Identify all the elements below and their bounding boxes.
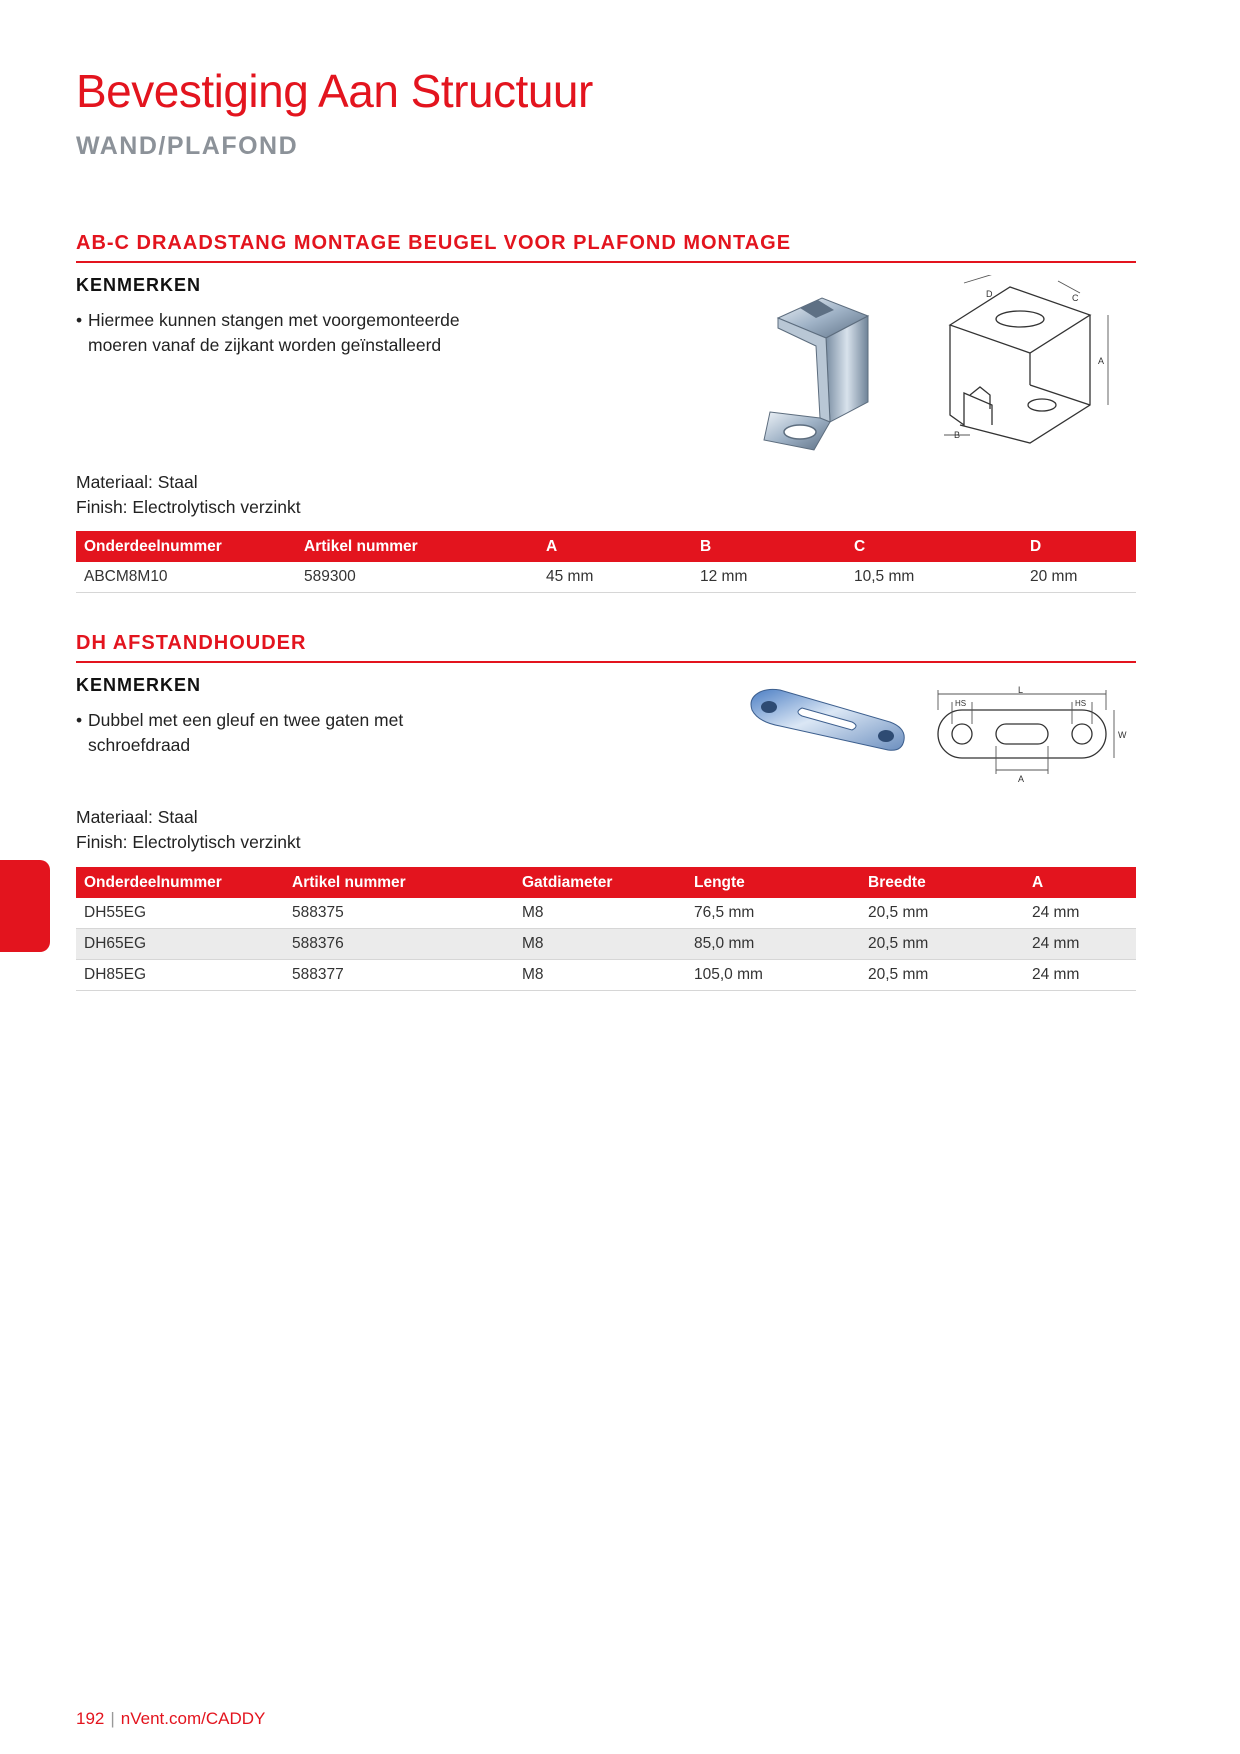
features-heading: KENMERKEN — [76, 275, 202, 295]
col-header: B — [692, 531, 846, 562]
col-header: C — [846, 531, 1022, 562]
col-header: Gatdiameter — [514, 867, 686, 898]
features-heading: KENMERKEN — [76, 675, 202, 695]
table-cell: 588376 — [284, 929, 514, 960]
page-title: Bevestiging Aan Structuur — [76, 65, 593, 117]
col-header: Artikel nummer — [296, 531, 538, 562]
dim-label-c: C — [1072, 293, 1079, 303]
table-cell: DH85EG — [76, 960, 284, 991]
bullet-dot: • — [76, 310, 83, 330]
dim-label-w: W — [1118, 730, 1127, 740]
table-cell: DH65EG — [76, 929, 284, 960]
page-footer — [76, 1709, 265, 1729]
table-cell: 589300 — [296, 562, 538, 593]
col-header: Artikel nummer — [284, 867, 514, 898]
table-cell: 24 mm — [1024, 960, 1136, 991]
feature-bullet — [76, 308, 506, 358]
table-cell: 20,5 mm — [860, 898, 1024, 929]
abc-table-wrapper — [76, 531, 1136, 593]
dh-table-wrapper — [76, 867, 1136, 991]
table-cell: 24 mm — [1024, 898, 1136, 929]
table-cell: 105,0 mm — [686, 960, 860, 991]
table-cell: 10,5 mm — [846, 562, 1022, 593]
table-row — [76, 960, 1136, 991]
page-subtitle: WAND/PLAFOND — [76, 132, 299, 160]
table-cell: M8 — [514, 929, 686, 960]
table-header-row — [76, 867, 1136, 898]
table-cell: 24 mm — [1024, 929, 1136, 960]
table-cell: ABCM8M10 — [76, 562, 296, 593]
feature-text: Dubbel met een gleuf en twee gaten met schroefdraad — [88, 710, 404, 755]
footer-link[interactable]: nVent.com/CADDY — [120, 1709, 266, 1728]
table-cell: 85,0 mm — [686, 929, 860, 960]
dim-label-b: B — [954, 430, 961, 440]
chapter-side-tab — [0, 860, 50, 952]
table-cell: M8 — [514, 960, 686, 991]
material-text: Materiaal: Staal — [76, 807, 198, 827]
dh-product-table — [76, 867, 1136, 991]
bullet-dot: • — [76, 710, 83, 730]
table-row — [76, 562, 1136, 593]
abc-spec-block — [76, 470, 1136, 520]
table-cell: 45 mm — [538, 562, 692, 593]
dim-label-a: A — [1018, 774, 1025, 784]
material-text: Materiaal: Staal — [76, 472, 198, 492]
feature-bullet — [76, 708, 406, 758]
table-row — [76, 898, 1136, 929]
dim-label-d: D — [986, 289, 993, 299]
abc-product-table — [76, 531, 1136, 593]
dh-spacer-diagram — [928, 684, 1138, 784]
table-cell: DH55EG — [76, 898, 284, 929]
abc-bracket-diagram — [930, 275, 1130, 465]
table-cell: 588375 — [284, 898, 514, 929]
finish-text: Finish: Electrolytisch verzinkt — [76, 832, 301, 852]
dim-label-a: A — [1098, 356, 1105, 366]
table-cell: 20,5 mm — [860, 929, 1024, 960]
dh-spec-block — [76, 805, 1136, 855]
section-heading: AB-C DRAADSTANG MONTAGE BEUGEL VOOR PLAFOND MONTAGE — [76, 232, 1136, 263]
col-header: A — [538, 531, 692, 562]
dim-label-hs-left: HS — [955, 699, 967, 708]
table-header-row — [76, 531, 1136, 562]
abc-bracket-photo — [760, 290, 890, 460]
col-header: Onderdeelnummer — [76, 531, 296, 562]
col-header: Lengte — [686, 867, 860, 898]
feature-text: Hiermee kunnen stangen met voorgemonteerde moeren vanaf de zijkant worden geïnstalleerd — [88, 310, 460, 355]
table-cell: 20 mm — [1022, 562, 1136, 593]
section-heading: DH AFSTANDHOUDER — [76, 632, 1136, 663]
col-header: Breedte — [860, 867, 1024, 898]
dh-spacer-photo — [740, 680, 910, 760]
col-header: Onderdeelnummer — [76, 867, 284, 898]
col-header: A — [1024, 867, 1136, 898]
table-row — [76, 929, 1136, 960]
table-cell: 76,5 mm — [686, 898, 860, 929]
dim-label-hs-right: HS — [1075, 699, 1087, 708]
table-cell: 12 mm — [692, 562, 846, 593]
finish-text: Finish: Electrolytisch verzinkt — [76, 497, 301, 517]
table-cell: 588377 — [284, 960, 514, 991]
table-cell: 20,5 mm — [860, 960, 1024, 991]
col-header: D — [1022, 531, 1136, 562]
table-cell: M8 — [514, 898, 686, 929]
page-number: 192 — [76, 1709, 105, 1728]
footer-separator: | — [110, 1709, 115, 1728]
dim-label-l: L — [1018, 685, 1024, 695]
